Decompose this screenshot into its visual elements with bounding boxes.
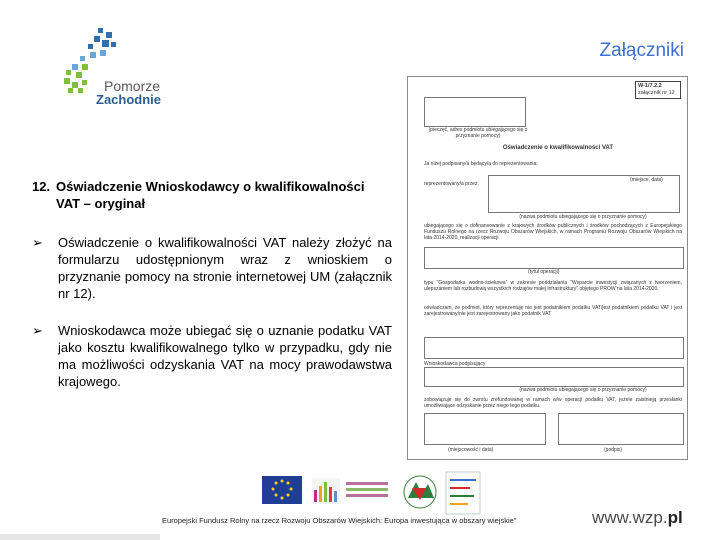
doc-line-3: Wnioskodawca podpisujący	[424, 361, 486, 367]
funding-logos	[258, 468, 486, 518]
stamp-box	[424, 97, 526, 127]
form-code-box	[635, 81, 681, 99]
bullet-text: Wnioskodawca może ubiegać się o uznanie podatku VAT jako kosztu kwalifikowalnego tylko w przypadku, gdy nie ma możliwości odzyskania VAT na mocy prawodawstwa krajowego.	[58, 323, 392, 389]
footer-text: Europejski Fundusz Rolny na rzecz Rozwoju Obszarów Wiejskich: Europa inwestująca w obszary wiejskie"	[162, 516, 517, 525]
content-column	[32, 178, 392, 410]
arrow-bullet-icon: ➢	[32, 323, 43, 338]
lgd-logo-icon	[344, 480, 390, 502]
doc-line-2: reprezentowany/a przez:	[424, 181, 479, 187]
heading-number: 12.	[32, 179, 51, 194]
url-suffix: pl	[667, 508, 683, 527]
para-4: zobowiązuje się do zwrotu zrefundowanej w ramach w/w operacji podatku VAT, jeżele zaistnieją przesłanki umożliwiające odzyskanie przez niego tego podatku.	[424, 397, 682, 409]
slide-tag: Załączniki	[599, 40, 684, 61]
place-date-box	[424, 413, 546, 445]
prow-logo-icon	[446, 472, 480, 514]
form-code: W-1/7.2.2	[638, 83, 662, 89]
url-prefix: www.wzp.	[592, 508, 668, 527]
doc-title: Oświadczenie o kwalifikowalności VAT	[502, 145, 614, 151]
declaration-box	[424, 337, 684, 359]
stamp-caption: (pieczęć, adres podmiotu ubiegającego się o przyznanie pomocy)	[428, 127, 528, 139]
para-3: oświadczam, że podmiot, który reprezentuję nie jest podatnikiem podatku VAT/jest podatnikiem podatku VAT i jest zarejestrowany/nie jest zarejestrowany jako podatnik VAT	[424, 305, 682, 317]
eu-flag-icon	[262, 476, 302, 504]
doc-line-1: Ja niżej podpisany/a będący/a do reprezentowania:	[424, 161, 538, 167]
bottom-bar	[0, 534, 160, 540]
caption-sig: (nazwa podmiotu ubiegającego się o przyznanie pomocy)	[519, 387, 647, 393]
place-date: (miejsce, data)	[630, 177, 663, 183]
eagle-emblem-icon	[404, 476, 436, 508]
para-1: ubiegającego się o dofinansowanie z krajowych środków publicznych i środków pochodzących z Europejskiego Funduszu Rolnego na rzecz Rozwoju Obszarów Wiejskich, w ramach Programu Rozwoju Obszarów Wiejskich na lata 2014-2020, realizacji operacji	[424, 223, 682, 241]
leader-logo-icon	[312, 478, 340, 504]
bullet-item	[32, 234, 392, 302]
form-sub: załącznik nr 12	[638, 90, 675, 96]
bullet-text: Oświadczenie o kwalifikowalności VAT należy złożyć na formularzu udostępnionym wraz z wnioskiem o przyznanie pomocy na stronie internetowej UM (załącznik nr 12).	[58, 235, 392, 301]
signature-box	[558, 413, 684, 445]
caption-name: (nazwa podmiotu ubiegającego się o przyznanie pomocy)	[519, 214, 647, 220]
bullet-item	[32, 322, 392, 390]
section-heading	[32, 178, 392, 212]
signer-box	[424, 367, 684, 387]
arrow-bullet-icon: ➢	[32, 235, 43, 250]
sign-left: (miejscowość i data)	[448, 447, 494, 453]
operation-box	[424, 247, 684, 269]
name-box	[488, 175, 680, 213]
heading-text: Oświadczenie Wnioskodawcy o kwalifikowalności VAT – oryginał	[56, 179, 365, 211]
brand-line2: Zachodnie	[96, 92, 162, 107]
website-url[interactable]	[592, 508, 683, 528]
form-document-preview	[407, 76, 688, 460]
brand-line1: Pomorze	[104, 78, 161, 94]
caption-op: (tytuł operacji)	[528, 269, 560, 275]
para-2: typu "Gospodarka wodno-ściekowa" w zakresie poddziałania "Wsparcie inwestycji związanych z tworzeniem, ulepszaniem lub rozbudową wszystkich rodzajów małej infrastruktury" objętego PROW na lata 2014-2020,	[424, 280, 682, 292]
sign-right: (podpis)	[604, 447, 623, 453]
